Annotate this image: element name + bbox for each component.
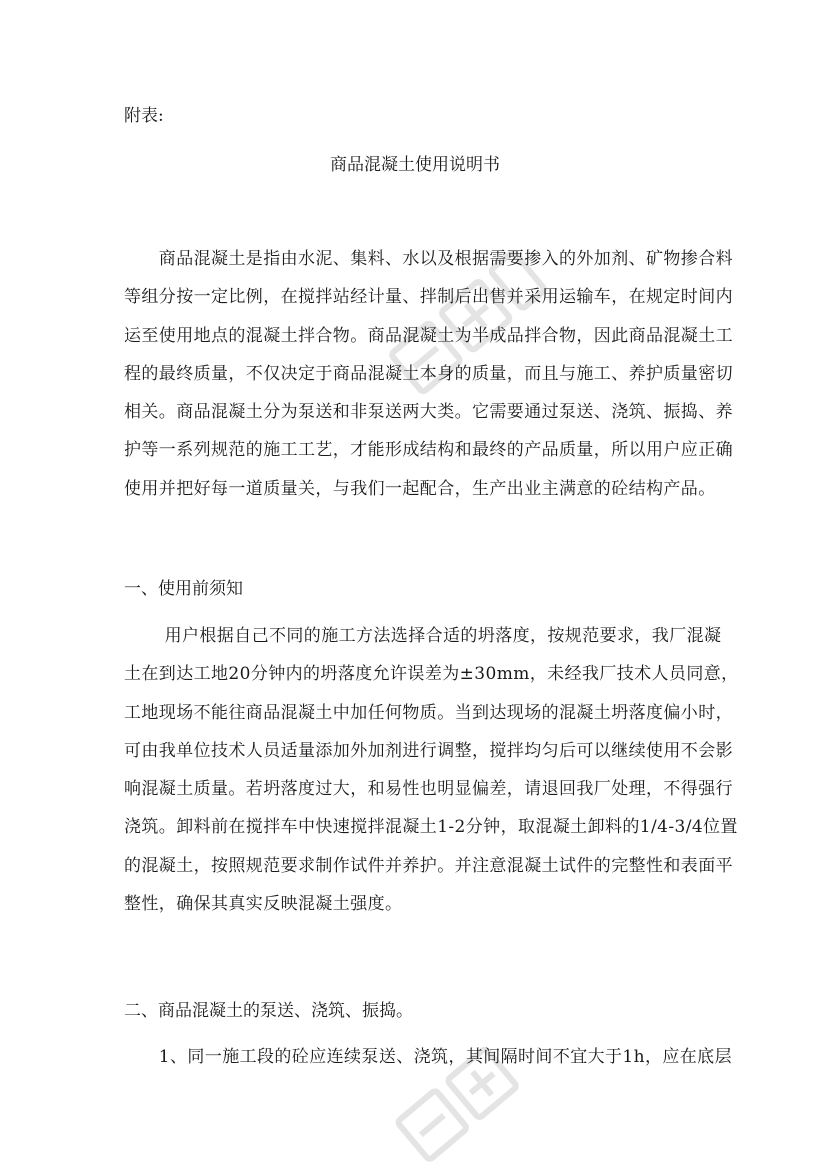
- appendix-label: 附表:: [124, 106, 164, 126]
- paragraph-line: 商品混凝土是指由水泥、集料、水以及根据需要掺入的外加剂、矿物掺合料: [124, 249, 733, 269]
- paragraph-line: 响混凝土质量。若坍落度过大，和易性也明显偏差，请退回我厂处理，不得强行: [124, 779, 733, 800]
- section-heading-2: 二、商品混凝土的泵送、浇筑、振捣。: [124, 1001, 413, 1021]
- section-heading-1: 一、使用前须知: [124, 579, 243, 599]
- paragraph-line: 整性，确保其真实反映混凝土强度。: [124, 894, 403, 915]
- paragraph-line: 等组分按一定比例，在搅拌站经计量、拌制后出售并采用运输车，在规定时间内: [124, 287, 733, 308]
- intro-paragraph: [124, 240, 733, 508]
- section1-paragraph: [124, 617, 739, 923]
- paragraph-line: 护等一系列规范的施工工艺，才能形成结构和最终的产品质量，所以用户应正确: [124, 440, 733, 461]
- page-title: 商品混凝土使用说明书: [330, 155, 500, 175]
- paragraph-line: 相关。商品混凝土分为泵送和非泵送两大类。它需要通过泵送、浇筑、振捣、养: [124, 402, 733, 423]
- paragraph-line: 1、同一施工段的砼应连续泵送、浇筑，其间隔时间不宜大于1h，应在底层: [124, 1047, 732, 1067]
- paragraph-line: 运至使用地点的混凝土拌合物。商品混凝土为半成品拌合物，因此商品混凝土工: [124, 325, 733, 346]
- paragraph-line: 土在到达工地20分钟内的坍落度允许误差为±30mm，未经我厂技术人员同意，: [124, 664, 739, 685]
- paragraph-line: 用户根据自己不同的施工方法选择合适的坍落度，按规范要求，我厂混凝: [124, 626, 722, 646]
- paragraph-line: 浇筑。卸料前在搅拌车中快速搅拌混凝土1-2分钟，取混凝土卸料的1/4-3/4位置: [124, 817, 738, 838]
- paragraph-line: 可由我单位技术人员适量添加外加剂进行调整，搅拌均匀后可以继续使用不会影: [124, 740, 733, 761]
- section2-paragraph: [124, 1038, 732, 1076]
- paragraph-line: 使用并把好每一道质量关，与我们一起配合，生产出业主满意的砼结构产品。: [124, 478, 716, 499]
- paragraph-line: 程的最终质量，不仅决定于商品混凝土本身的质量，而且与施工、养护质量密切: [124, 363, 733, 384]
- paragraph-line: 的混凝土，按照规范要求制作试件并养护。并注意混凝土试件的完整性和表面平: [124, 855, 733, 876]
- paragraph-line: 工地现场不能往商品混凝土中加任何物质。当到达现场的混凝土坍落度偏小时，: [124, 702, 733, 723]
